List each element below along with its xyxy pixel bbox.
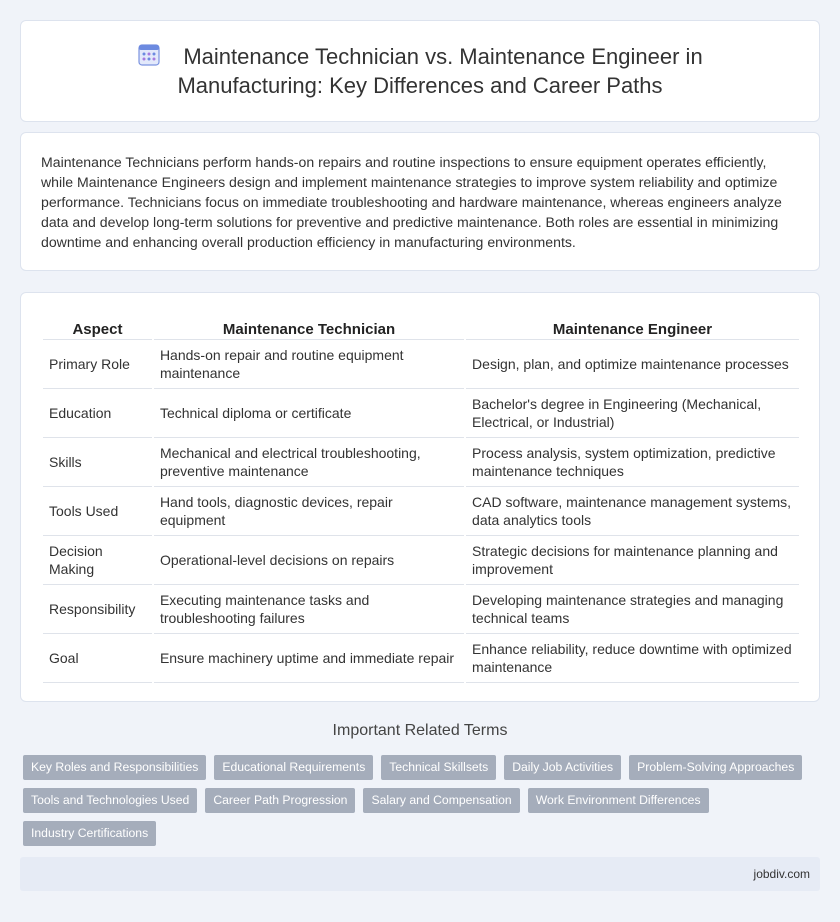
page-title-text: Maintenance Technician vs. Maintenance Engineer in Manufacturing: Key Differences and Career Paths: [177, 44, 703, 98]
tag-tools-technologies[interactable]: Tools and Technologies Used: [23, 788, 197, 813]
cell-aspect: Goal: [43, 634, 152, 683]
tag-daily-job-activities[interactable]: Daily Job Activities: [504, 755, 621, 780]
cell-technician: Technical diploma or certificate: [154, 389, 464, 438]
cell-aspect: Primary Role: [43, 340, 152, 389]
cell-technician: Mechanical and electrical troubleshooting, preventive maintenance: [154, 438, 464, 487]
cell-engineer: Strategic decisions for maintenance planning and improvement: [466, 536, 799, 585]
table-row: [43, 389, 799, 438]
cell-aspect: Education: [43, 389, 152, 438]
related-terms-heading: Important Related Terms: [332, 722, 508, 739]
table-row: [43, 585, 799, 634]
table-row: [43, 487, 799, 536]
intro-card: [20, 132, 820, 271]
cell-engineer: Design, plan, and optimize maintenance processes: [466, 340, 799, 389]
intro-paragraph: Maintenance Technicians perform hands-on repairs and routine inspections to ensure equipment operates efficiently, while Maintenance Engineers design and implement maintenance strategies to improve system reliability and optimize performance. Technicians focus on immediate troubleshooting and hardware maintenance, whereas engineers analyze data and develop long-term solutions for preventive and predictive maintenance. Both roles are essential in minimizing downtime and enhancing overall production efficiency in manufacturing environments.: [41, 154, 782, 250]
related-terms-list: [23, 755, 813, 846]
cell-aspect: Responsibility: [43, 585, 152, 634]
footer-site-link[interactable]: jobdiv.com: [753, 867, 810, 881]
tag-salary-compensation[interactable]: Salary and Compensation: [363, 788, 519, 813]
cell-aspect: Skills: [43, 438, 152, 487]
header-aspect: Aspect: [43, 313, 152, 340]
table-row: [43, 536, 799, 585]
tag-key-roles[interactable]: Key Roles and Responsibilities: [23, 755, 206, 780]
page-title: [81, 42, 759, 100]
cell-engineer: CAD software, maintenance management systems, data analytics tools: [466, 487, 799, 536]
document-icon: [137, 43, 161, 67]
cell-technician: Hands-on repair and routine equipment maintenance: [154, 340, 464, 389]
comparison-table: [41, 313, 801, 683]
table-row: [43, 340, 799, 389]
cell-technician: Ensure machinery uptime and immediate repair: [154, 634, 464, 683]
title-card: [20, 20, 820, 122]
tag-technical-skillsets[interactable]: Technical Skillsets: [381, 755, 496, 780]
table-header-row: [43, 313, 799, 340]
table-row: [43, 634, 799, 683]
tag-educational-requirements[interactable]: Educational Requirements: [214, 755, 373, 780]
header-technician: Maintenance Technician: [154, 313, 464, 340]
tag-industry-certifications[interactable]: Industry Certifications: [23, 821, 156, 846]
cell-technician: Operational-level decisions on repairs: [154, 536, 464, 585]
cell-technician: Executing maintenance tasks and troubleshooting failures: [154, 585, 464, 634]
cell-engineer: Developing maintenance strategies and managing technical teams: [466, 585, 799, 634]
cell-engineer: Process analysis, system optimization, predictive maintenance techniques: [466, 438, 799, 487]
cell-engineer: Bachelor's degree in Engineering (Mechanical, Electrical, or Industrial): [466, 389, 799, 438]
cell-technician: Hand tools, diagnostic devices, repair equipment: [154, 487, 464, 536]
table-row: [43, 438, 799, 487]
cell-aspect: Tools Used: [43, 487, 152, 536]
tag-problem-solving[interactable]: Problem-Solving Approaches: [629, 755, 802, 780]
header-engineer: Maintenance Engineer: [466, 313, 799, 340]
tag-work-environment[interactable]: Work Environment Differences: [528, 788, 709, 813]
cell-aspect: Decision Making: [43, 536, 152, 585]
tag-career-path[interactable]: Career Path Progression: [205, 788, 355, 813]
footer: [20, 857, 820, 891]
cell-engineer: Enhance reliability, reduce downtime with optimized maintenance: [466, 634, 799, 683]
comparison-card: [20, 292, 820, 702]
